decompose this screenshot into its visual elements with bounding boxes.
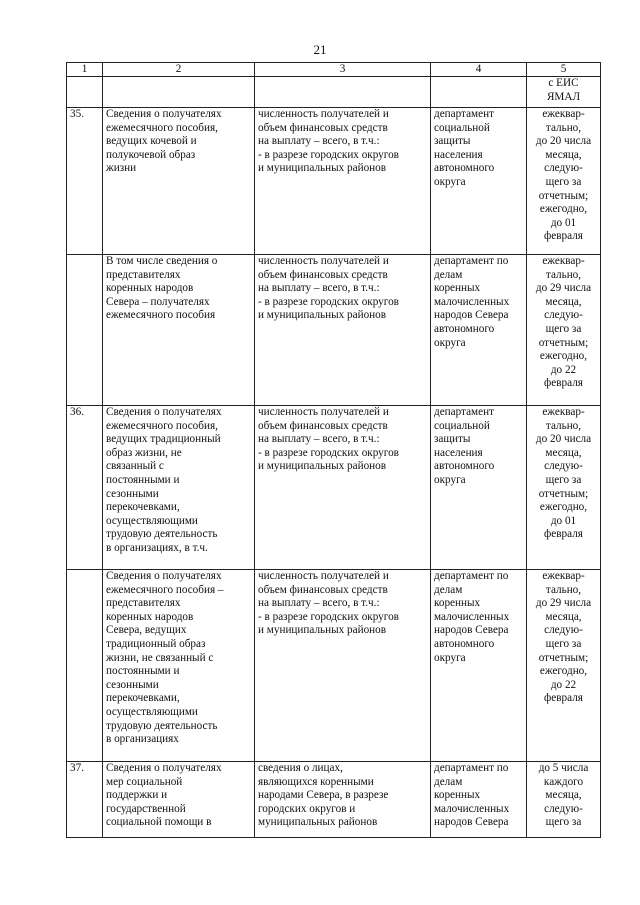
column-header-3: 3	[255, 63, 431, 77]
row-number	[67, 570, 103, 762]
report-indicator: численность получателей и объем финансовых средств на выплату – всего, в т.ч.: - в разрезе городских округов и муниципальных районов	[255, 406, 431, 570]
report-name: Сведения о получателях ежемесячного пособия – представителях коренных народов Севера, ведущих традиционный образ жизни, не связанный с постоянными и сезонными перекочевками, осуществляющими трудовую деятельность в организациях	[103, 570, 255, 762]
report-name: Сведения о получателях мер социальной поддержки и государственной социальной помощи в	[103, 762, 255, 838]
subheader-source: с ЕИС ЯМАЛ	[527, 77, 601, 108]
report-frequency: ежеквар- тально, до 29 числа месяца, следую- щего за отчетным; ежегодно, до 22 февраля	[527, 570, 601, 762]
column-number-row	[67, 63, 601, 77]
report-responsible: департамент социальной защиты населения автономного округа	[431, 108, 527, 255]
subheader-cell-1	[67, 77, 103, 108]
column-header-2: 2	[103, 63, 255, 77]
page-number: 21	[313, 42, 327, 57]
subheader-cell-3	[255, 77, 431, 108]
report-responsible: департамент по делам коренных малочисленных народов Севера	[431, 762, 527, 838]
report-indicator: численность получателей и объем финансовых средств на выплату – всего, в т.ч.: - в разрезе городских округов и муниципальных районов	[255, 108, 431, 255]
report-name: Сведения о получателях ежемесячного пособия, ведущих традиционный образ жизни, не связанный с постоянными и сезонными перекочевками, осуществляющими трудовую деятельность в организациях, в т.ч.	[103, 406, 255, 570]
report-responsible: департамент по делам коренных малочисленных народов Севера автономного округа	[431, 255, 527, 406]
report-table	[66, 62, 601, 838]
report-frequency: до 5 числа каждого месяца, следую- щего за	[527, 762, 601, 838]
subheader-cell-2	[103, 77, 255, 108]
report-frequency: ежеквар- тально, до 20 числа месяца, следую- щего за отчетным; ежегодно, до 01 февраля	[527, 406, 601, 570]
report-responsible: департамент по делам коренных малочисленных народов Севера автономного округа	[431, 570, 527, 762]
column-header-5: 5	[527, 63, 601, 77]
report-frequency: ежеквар- тально, до 29 числа месяца, следую- щего за отчетным; ежегодно, до 22 февраля	[527, 255, 601, 406]
row-number	[67, 255, 103, 406]
report-responsible: департамент социальной защиты населения автономного округа	[431, 406, 527, 570]
row-number: 36.	[67, 406, 103, 570]
report-indicator: численность получателей и объем финансовых средств на выплату – всего, в т.ч.: - в разрезе городских округов и муниципальных районов	[255, 570, 431, 762]
table-row	[67, 570, 601, 762]
row-number: 37.	[67, 762, 103, 838]
report-name: В том числе сведения о представителях коренных народов Севера – получателях ежемесячного пособия	[103, 255, 255, 406]
column-header-4: 4	[431, 63, 527, 77]
subheader-cell-4	[431, 77, 527, 108]
subheader-row	[67, 77, 601, 108]
report-indicator: численность получателей и объем финансовых средств на выплату – всего, в т.ч.: - в разрезе городских округов и муниципальных районов	[255, 255, 431, 406]
row-number: 35.	[67, 108, 103, 255]
table-row	[67, 255, 601, 406]
table-row	[67, 762, 601, 838]
table-row	[67, 406, 601, 570]
report-frequency: ежеквар- тально, до 20 числа месяца, следую- щего за отчетным; ежегодно, до 01 февраля	[527, 108, 601, 255]
column-header-1: 1	[67, 63, 103, 77]
report-indicator: сведения о лицах, являющихся коренными народами Севера, в разрезе городских округов и муниципальных районов	[255, 762, 431, 838]
report-name: Сведения о получателях ежемесячного пособия, ведущих кочевой и полукочевой образ жизни	[103, 108, 255, 255]
table-row	[67, 108, 601, 255]
